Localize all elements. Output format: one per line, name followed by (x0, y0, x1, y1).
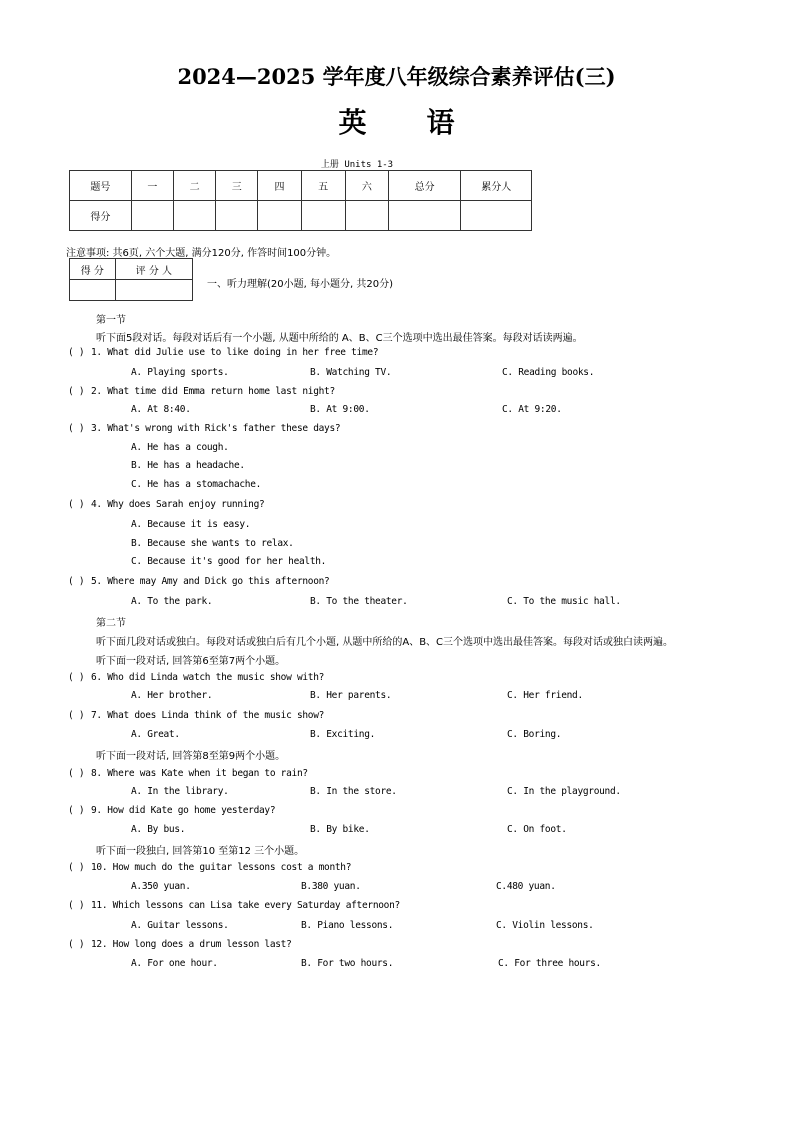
score-cell[interactable] (131, 201, 173, 231)
section2-label: 第二节 (96, 618, 126, 629)
answer-paren[interactable]: ( ) (68, 768, 85, 779)
answer-paren[interactable]: ( ) (68, 900, 85, 911)
question-text: 3. What's wrong with Rick's father these days? (91, 423, 341, 434)
score-header-cell: 总分 (388, 171, 460, 201)
units-label: 上册 Units 1-3 (320, 160, 394, 170)
answer-paren[interactable]: ( ) (68, 862, 85, 873)
dialog-instruction: 听下面一段对话, 回答第6至第7两个小题。 (96, 656, 286, 667)
option-a[interactable]: A. He has a cough. (131, 442, 229, 453)
option-b[interactable]: B. Because she wants to relax. (131, 538, 294, 549)
score-cell[interactable] (345, 201, 388, 231)
answer-paren[interactable]: ( ) (68, 347, 85, 358)
score-cell[interactable] (388, 201, 460, 231)
dialog-instruction: 听下面一段对话, 回答第8至第9两个小题。 (96, 751, 286, 762)
option-c[interactable]: C. For three hours. (498, 958, 601, 969)
score-cell[interactable] (216, 201, 258, 231)
grader-score-cell[interactable] (70, 280, 116, 301)
part1-title: 一、听力理解(20小题, 每小题分, 共20分) (207, 279, 393, 290)
grader-score-label: 得 分 (70, 259, 116, 280)
option-b[interactable]: B.380 yuan. (301, 881, 361, 892)
option-a[interactable]: A. At 8:40. (131, 404, 191, 415)
score-header-cell: 题号 (70, 171, 132, 201)
grader-table (69, 258, 193, 301)
option-b[interactable]: B. Piano lessons. (301, 920, 394, 931)
option-c[interactable]: C. Violin lessons. (496, 920, 594, 931)
score-header-cell: 累分人 (461, 171, 532, 201)
score-header-cell: 五 (301, 171, 345, 201)
option-c[interactable]: C. Because it's good for her health. (131, 556, 327, 567)
question-text: 12. How long does a drum lesson last? (91, 939, 292, 950)
question-text: 1. What did Julie use to like doing in her free time? (91, 347, 379, 358)
option-a[interactable]: A. To the park. (131, 596, 213, 607)
option-c[interactable]: C. At 9:20. (502, 404, 562, 415)
option-c[interactable]: C. He has a stomachache. (131, 479, 262, 490)
score-cell[interactable] (461, 201, 532, 231)
answer-paren[interactable]: ( ) (68, 939, 85, 950)
section2-instruction: 听下面几段对话或独白。每段对话或独白后有几个小题, 从题中所给的A、B、C三个选项中选出最佳答案。每段对话或独白读两遍。 (96, 637, 674, 648)
option-b[interactable]: B. In the store. (310, 786, 397, 797)
section1-instruction: 听下面5段对话。每段对话后有一个小题, 从题中所给的 A、B、C三个选项中选出最佳答案。每段对话读两遍。 (96, 333, 583, 344)
question-text: 4. Why does Sarah enjoy running? (91, 499, 265, 510)
option-b[interactable]: B. At 9:00. (310, 404, 370, 415)
option-c[interactable]: C. On foot. (507, 824, 567, 835)
section1-label: 第一节 (96, 315, 126, 326)
option-b[interactable]: B. He has a headache. (131, 460, 245, 471)
option-c[interactable]: C. Reading books. (502, 367, 595, 378)
option-c[interactable]: C. Her friend. (507, 690, 583, 701)
monologue-instruction: 听下面一段独白, 回答第10 至第12 三个小题。 (96, 846, 305, 857)
option-a[interactable]: A. Guitar lessons. (131, 920, 229, 931)
option-a[interactable]: A. Her brother. (131, 690, 213, 701)
option-c[interactable]: C. In the playground. (507, 786, 621, 797)
option-a[interactable]: A. Because it is easy. (131, 519, 251, 530)
score-header-cell: 一 (131, 171, 173, 201)
score-cell[interactable] (301, 201, 345, 231)
option-a[interactable]: A. For one hour. (131, 958, 218, 969)
answer-paren[interactable]: ( ) (68, 805, 85, 816)
option-b[interactable]: B. Her parents. (310, 690, 392, 701)
question-text: 9. How did Kate go home yesterday? (91, 805, 276, 816)
question-text: 6. Who did Linda watch the music show with? (91, 672, 325, 683)
score-cell[interactable] (173, 201, 215, 231)
question-text: 11. Which lessons can Lisa take every Saturday afternoon? (91, 900, 400, 911)
score-header-cell: 四 (258, 171, 301, 201)
score-header-cell: 六 (345, 171, 388, 201)
option-c[interactable]: C.480 yuan. (496, 881, 556, 892)
option-b[interactable]: B. Exciting. (310, 729, 376, 740)
score-cell[interactable] (258, 201, 301, 231)
option-a[interactable]: A. Playing sports. (131, 367, 229, 378)
answer-paren[interactable]: ( ) (68, 499, 85, 510)
option-b[interactable]: B. Watching TV. (310, 367, 392, 378)
answer-paren[interactable]: ( ) (68, 576, 85, 587)
option-b[interactable]: B. By bike. (310, 824, 370, 835)
score-table (69, 170, 532, 231)
question-text: 2. What time did Emma return home last night? (91, 386, 335, 397)
score-table-header-row (70, 171, 532, 201)
option-a[interactable]: A.350 yuan. (131, 881, 191, 892)
question-text: 7. What does Linda think of the music show? (91, 710, 325, 721)
score-header-cell: 二 (173, 171, 215, 201)
score-table-value-row (70, 201, 532, 231)
option-c[interactable]: C. Boring. (507, 729, 562, 740)
grader-name-cell[interactable] (115, 280, 192, 301)
question-text: 8. Where was Kate when it began to rain? (91, 768, 308, 779)
option-b[interactable]: B. For two hours. (301, 958, 394, 969)
exam-title: 2024—2025 学年度八年级综合素养评估(三) (177, 64, 616, 89)
option-b[interactable]: B. To the theater. (310, 596, 408, 607)
score-row-label: 得分 (70, 201, 132, 231)
option-a[interactable]: A. Great. (131, 729, 180, 740)
score-header-cell: 三 (216, 171, 258, 201)
question-text: 5. Where may Amy and Dick go this afternoon? (91, 576, 330, 587)
subject-title: 英语 (338, 106, 515, 139)
answer-paren[interactable]: ( ) (68, 386, 85, 397)
notice-text: 注意事项: 共6页, 六个大题, 满分120分, 作答时间100分钟。 (66, 248, 337, 259)
option-a[interactable]: A. In the library. (131, 786, 229, 797)
question-text: 10. How much do the guitar lessons cost a month? (91, 862, 352, 873)
grader-name-label: 评 分 人 (115, 259, 192, 280)
answer-paren[interactable]: ( ) (68, 423, 85, 434)
option-a[interactable]: A. By bus. (131, 824, 186, 835)
answer-paren[interactable]: ( ) (68, 710, 85, 721)
answer-paren[interactable]: ( ) (68, 672, 85, 683)
option-c[interactable]: C. To the music hall. (507, 596, 621, 607)
